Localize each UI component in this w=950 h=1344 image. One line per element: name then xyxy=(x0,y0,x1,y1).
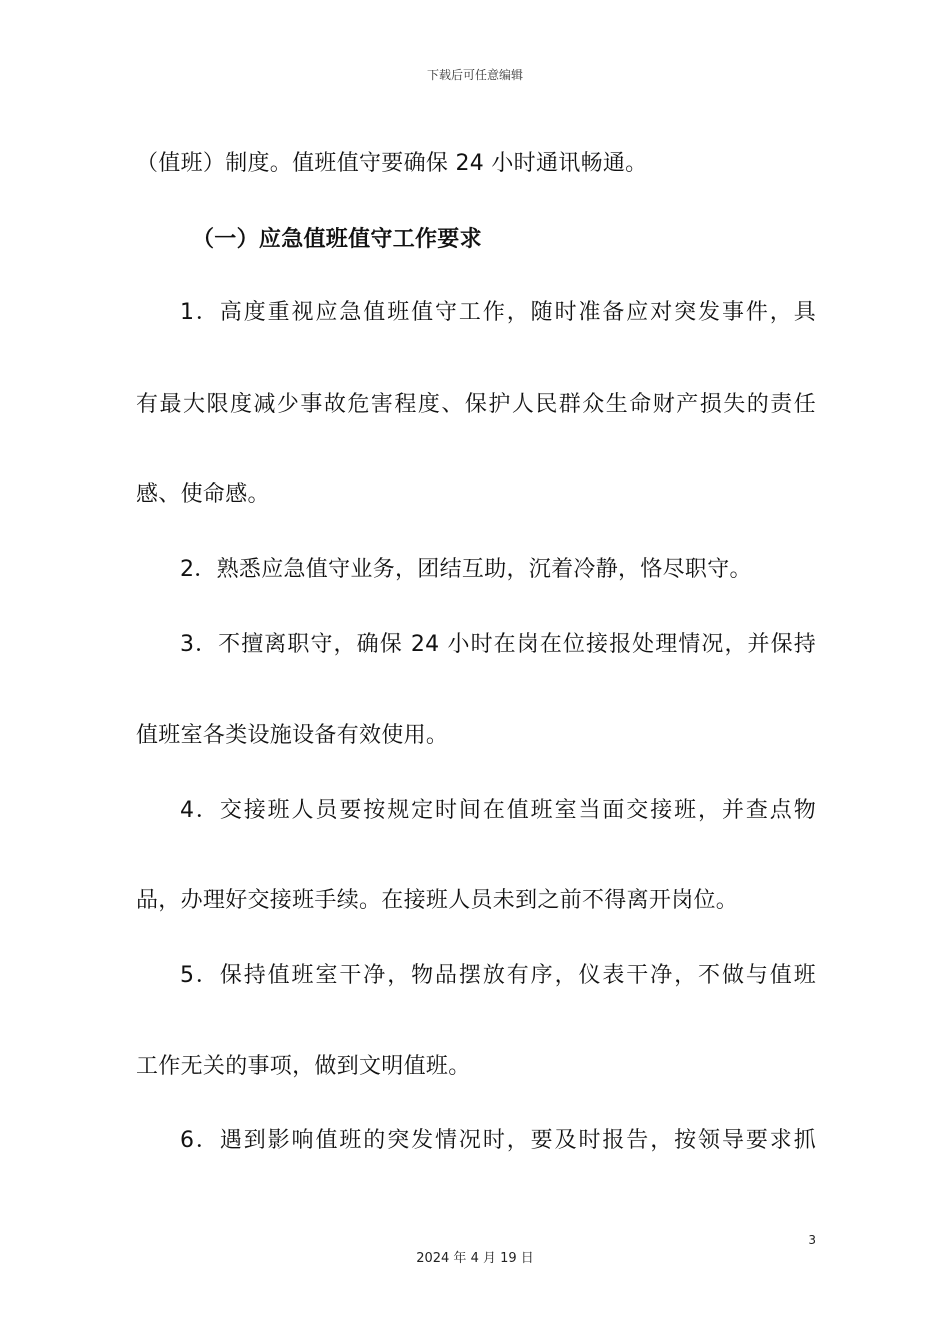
footer-date: 2024 年 4 月 19 日 xyxy=(416,1251,534,1266)
paragraph-1-line-1: 1．高度重视应急值班值守工作，随时准备应对突发事件，具 xyxy=(180,300,816,325)
body-line-continuation: （值班）制度。值班值守要确保 24 小时通讯畅通。 xyxy=(136,151,648,176)
paragraph-5-line-2: 工作无关的事项，做到文明值班。 xyxy=(136,1054,471,1079)
page-header: 下载后可任意编辑 xyxy=(426,68,523,82)
paragraph-3-line-2: 值班室各类设施设备有效使用。 xyxy=(136,723,449,748)
paragraph-1-line-2: 有最大限度减少事故危害程度、保护人民群众生命财产损失的责任 xyxy=(136,392,816,417)
paragraph-1-line-3: 感、使命感。 xyxy=(136,482,270,507)
paragraph-6-line-1: 6．遇到影响值班的突发情况时，要及时报告，按领导要求抓 xyxy=(180,1128,816,1153)
section-heading: （一）应急值班值守工作要求 xyxy=(192,227,482,252)
paragraph-4-line-1: 4．交接班人员要按规定时间在值班室当面交接班，并查点物 xyxy=(180,798,816,823)
paragraph-5-line-1: 5．保持值班室干净，物品摆放有序，仪表干净，不做与值班 xyxy=(180,963,816,988)
paragraph-4-line-2: 品，办理好交接班手续。在接班人员未到之前不得离开岗位。 xyxy=(136,888,739,913)
paragraph-2-line-1: 2．熟悉应急值守业务，团结互助，沉着冷静，恪尽职守。 xyxy=(180,557,752,582)
page-number: 3 xyxy=(808,1233,816,1247)
paragraph-3-line-1: 3．不擅离职守，确保 24 小时在岗在位接报处理情况，并保持 xyxy=(180,632,816,657)
